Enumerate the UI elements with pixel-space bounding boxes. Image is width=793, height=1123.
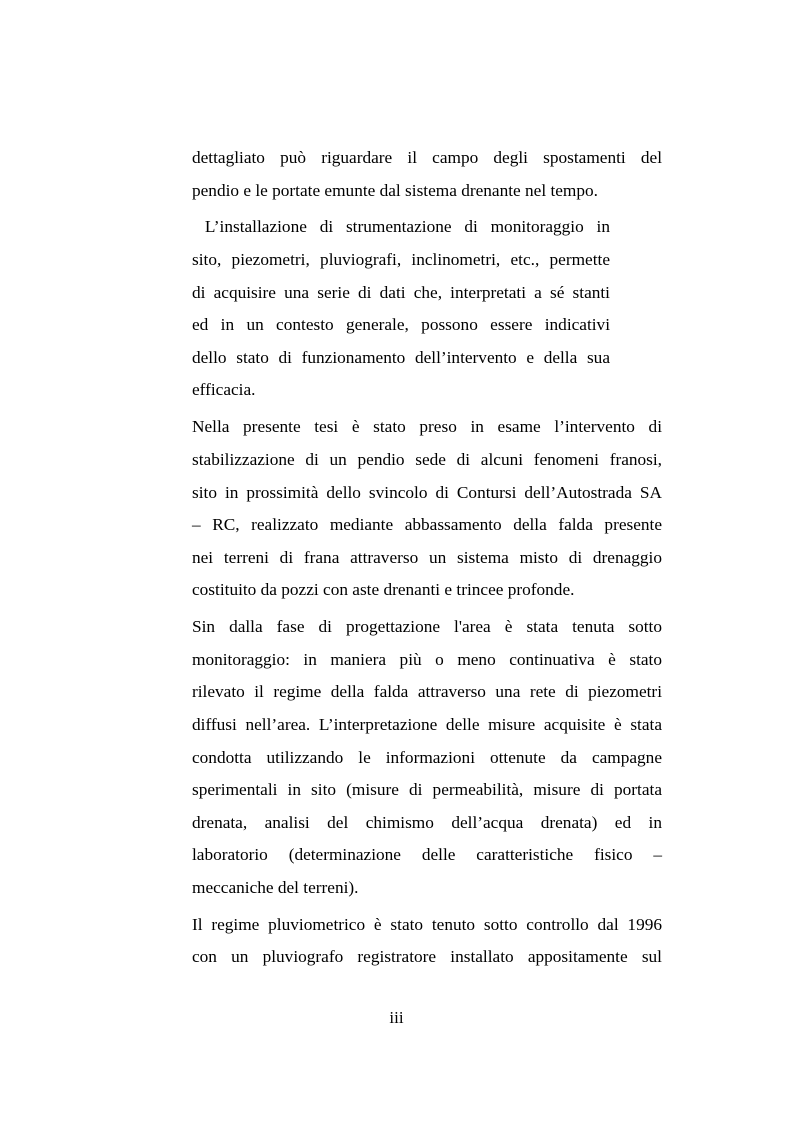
- paragraph-5: [192, 909, 662, 974]
- page-number: iii: [389, 1008, 404, 1027]
- text-line: sito, piezometri, pluviografi, inclinometri, etc., permette: [192, 250, 610, 270]
- text-line: nei terreni di frana attraverso un sistema misto di drenaggio: [192, 547, 662, 567]
- text-line: meccaniche del terreni).: [192, 877, 359, 897]
- text-line: pendio e le portate emunte dal sistema drenante nel tempo.: [192, 180, 598, 200]
- text-line: drenata, analisi del chimismo dell’acqua drenata) ed in: [192, 812, 662, 832]
- text-line: condotta utilizzando le informazioni ottenute da campagne: [192, 747, 662, 767]
- text-line: sperimentali in sito (misure di permeabilità, misure di portata: [192, 780, 662, 800]
- paragraph-3: [192, 411, 662, 607]
- text-line: – RC, realizzato mediante abbassamento della falda presente: [192, 515, 662, 535]
- text-line: stabilizzazione di un pendio sede di alcuni fenomeni franosi,: [192, 449, 662, 469]
- text-line: dello stato di funzionamento dell’intervento e della sua: [192, 347, 610, 367]
- text-line: L’installazione di strumentazione di monitoraggio in: [192, 217, 610, 237]
- paragraph-4: [192, 611, 662, 904]
- text-line: laboratorio (determinazione delle caratteristiche fisico –: [192, 845, 662, 865]
- paragraph-2: [192, 211, 610, 407]
- paragraph-1: [192, 142, 662, 207]
- text-line: dettagliato può riguardare il campo degli spostamenti del: [192, 148, 662, 167]
- text-line: efficacia.: [192, 380, 256, 400]
- text-line: diffusi nell’area. L’interpretazione delle misure acquisite è stata: [192, 714, 662, 734]
- text-line: costituito da pozzi con aste drenanti e trincee profonde.: [192, 580, 575, 600]
- text-line: rilevato il regime della falda attraverso una rete di piezometri: [192, 682, 662, 702]
- text-line: di acquisire una serie di dati che, interpretati a sé stanti: [192, 282, 610, 302]
- text-line: ed in un contesto generale, possono essere indicativi: [192, 315, 610, 335]
- body-text: [192, 142, 662, 974]
- text-line: con un pluviografo registratore installato appositamente sul: [192, 947, 662, 967]
- text-line: monitoraggio: in maniera più o meno continuativa è stato: [192, 649, 662, 669]
- text-line: Il regime pluviometrico è stato tenuto sotto controllo dal 1996: [192, 914, 662, 934]
- text-line: Sin dalla fase di progettazione l'area è stata tenuta sotto: [192, 617, 662, 637]
- text-line: Nella presente tesi è stato preso in esame l’intervento di: [192, 417, 662, 437]
- text-line: sito in prossimità dello svincolo di Contursi dell’Autostrada SA: [192, 482, 662, 502]
